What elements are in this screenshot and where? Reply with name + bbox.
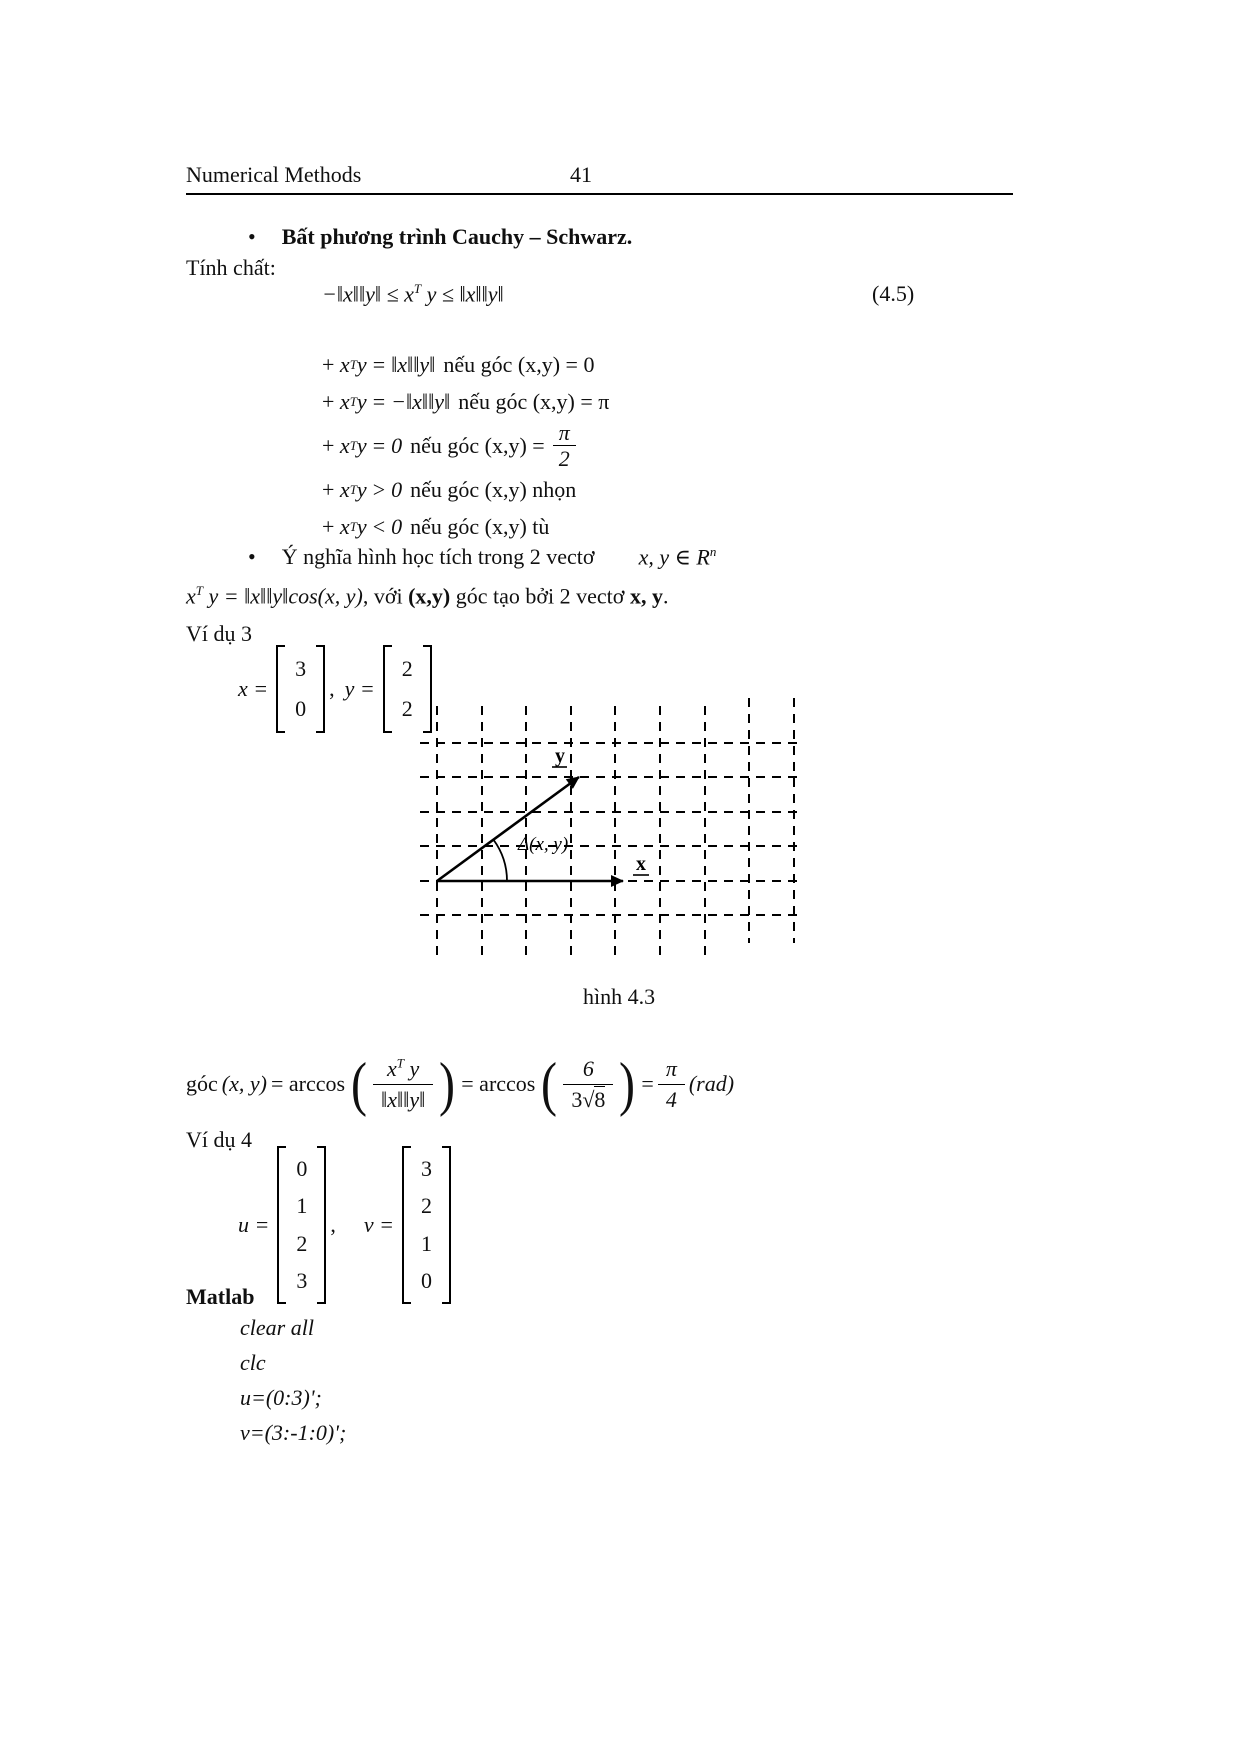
example-4-vectors [238,1146,451,1304]
voi-text: , với [362,583,409,609]
plus-sign: + [322,351,335,377]
matlab-code-block [240,1310,346,1450]
sup-t: T [349,519,357,535]
code-line: u=(0:3)'; [240,1385,322,1410]
comma-separator: , [329,676,335,701]
var-x: x [186,583,196,609]
right-paren: ) [439,1051,456,1117]
property-line [322,383,609,420]
example-4-label: Ví dụ 4 [186,1127,252,1152]
fraction-denominator: ‖x‖‖y‖ [373,1084,433,1114]
properties-list [322,346,609,546]
relation: = [372,432,386,458]
fraction-numerator: 6 [582,1056,594,1082]
vector-entry: 3 [420,1155,432,1181]
y-equals-label: y = [344,676,375,701]
xy-in-r: x, y ∈ R [638,544,710,570]
vector-entry: 1 [420,1230,432,1256]
vector-entry: 2 [401,696,413,721]
vector-entry: 0 [295,696,307,721]
fraction-denominator [563,1084,613,1114]
page-number: 41 [570,162,592,187]
bullet-cauchy-schwarz [248,224,632,250]
left-bracket [402,1146,411,1304]
plus-sign: + [322,432,335,458]
rhs: 0 [391,477,403,503]
property-line [322,472,609,509]
right-bracket [442,1146,451,1304]
fraction-numerator: π [558,420,570,445]
sup-t: T [349,393,357,409]
fraction-numerator: π [665,1056,677,1082]
right-bracket [317,1146,326,1304]
dashed-grid [420,698,797,961]
cauchy-schwarz-title: Bất phương trình Cauchy – Schwarz. [281,224,633,249]
bullet-icon: • [248,544,256,570]
property-line [322,420,609,472]
left-bracket [383,645,392,733]
fraction-pi-over-2 [553,420,576,472]
var-x: x [339,477,350,503]
rad-unit: (rad) [688,1071,735,1096]
header-title: Numerical Methods [186,162,362,187]
bullet-geometric-meaning [248,544,716,570]
var-y: y [356,432,367,458]
var-x: x [339,388,350,414]
var-y: y [356,388,367,414]
right-paren: ) [619,1051,636,1117]
rhs: ‖x‖‖y‖ [391,351,436,377]
condition-text: nếu góc (x,y) nhọn [410,477,577,503]
left-paren: ( [541,1051,558,1117]
period: . [662,583,669,609]
vector-entry: 2 [401,656,413,681]
fraction-6-over-3sqrt8 [563,1054,613,1114]
condition-text: nếu góc (x,y) = π [458,388,610,414]
xy-bold: (x,y) [408,583,451,609]
fraction-denominator: 4 [658,1084,685,1114]
condition-text: nếu góc (x,y) = [410,432,545,458]
eq45-sup-t: T [413,281,422,296]
relation: > [372,477,386,503]
condition-text: nếu góc (x,y) = 0 [443,351,595,377]
vector-entry: 0 [420,1268,432,1294]
tinh-chat-label: Tính chất: [186,255,276,280]
bullet-icon: • [248,224,256,249]
x-equals-label: x = [238,676,269,701]
code-line: clc [240,1350,266,1375]
u-equals-label: u = [238,1212,270,1237]
equals-arccos-1: = arccos [270,1071,346,1096]
vector-v [402,1146,451,1304]
fraction-pi-over-4 [658,1054,685,1114]
cosine-formula-line [186,583,668,609]
equation-4-5 [322,281,504,307]
fraction-xty-over-norms [373,1054,433,1114]
vector-entry: 1 [296,1193,308,1219]
goc-xy: (x, y) [221,1071,267,1096]
equals-3: = [641,1071,654,1096]
coef-3: 3 [571,1086,583,1112]
relation: < [372,514,386,540]
label-y: y [555,745,565,767]
sup-t: T [396,1055,405,1071]
condition-text: nếu góc (x,y) tù [410,514,550,540]
var-x: x [339,432,350,458]
left-paren: ( [351,1051,368,1117]
cos-expression: y = ‖x‖‖y‖cos(x, y) [203,583,363,609]
goc-tao-boi-text: góc tạo bởi 2 vectơ [450,583,630,609]
relation: = [372,388,386,414]
plus-sign: + [322,514,335,540]
fraction-numerator [379,1054,427,1083]
sup-t: T [349,482,357,498]
left-bracket [277,1146,286,1304]
relation: = [372,351,386,377]
xy-in-rn [639,544,717,570]
var-y: y [356,351,367,377]
vector-x [276,645,325,733]
vector-entry: 2 [296,1230,308,1256]
var-y: y [356,514,367,540]
left-bracket [276,645,285,733]
vector-entry: 3 [295,656,307,681]
equation-number: (4.5) [872,281,915,306]
rhs: −‖x‖‖y‖ [391,388,451,414]
angle-label: Δ(x, y) [518,834,569,855]
vector-y-arrow [437,777,579,881]
code-line: clear all [240,1315,314,1340]
figure-4-3 [415,698,807,970]
header-rule [186,193,1013,195]
geometric-meaning-text: Ý nghĩa hình học tích trong 2 vectơ [281,544,595,570]
sup-t: T [349,437,357,453]
var-y: y [356,477,367,503]
radicand-8: 8 [594,1086,606,1112]
eq45-lhs: −‖x‖‖y‖ ≤ [322,281,405,307]
equals-arccos-2: = arccos [461,1071,536,1096]
var-x: x [339,514,350,540]
rhs: 0 [391,514,403,540]
xy-vectors-bold: x, y [629,583,663,609]
goc-label: góc [186,1071,218,1096]
example-3-vectors [238,645,432,733]
eq45-x: x [404,281,414,307]
rhs: 0 [391,432,403,458]
var-y: y [404,1056,420,1082]
right-bracket [316,645,325,733]
vector-entry: 0 [296,1155,308,1181]
vector-u [277,1146,326,1304]
fraction-denominator: 2 [553,445,576,471]
sup-t: T [349,356,357,372]
eq45-rhs: y ≤ ‖x‖‖y‖ [421,281,504,307]
var-x: x [339,351,350,377]
property-line [322,509,609,546]
vector-entry: 3 [296,1268,308,1294]
vector-entry: 2 [420,1193,432,1219]
property-line [322,346,609,383]
sup-t: T [195,583,203,598]
plus-sign: + [322,388,335,414]
example-3-label: Ví dụ 3 [186,621,252,646]
code-line: v=(3:-1:0)'; [240,1420,347,1445]
plus-sign: + [322,477,335,503]
figure-caption: hình 4.3 [583,984,656,1009]
v-equals-label: v = [363,1212,394,1237]
sup-n: n [709,544,717,559]
var-x: x [387,1056,397,1082]
comma-separator: , [330,1212,336,1237]
vector-angle-diagram [415,698,807,970]
radical-sign: √ [582,1086,595,1112]
matlab-heading: Matlab [186,1284,255,1309]
label-x: x [636,853,646,875]
angle-arccos-equation [186,1036,738,1132]
